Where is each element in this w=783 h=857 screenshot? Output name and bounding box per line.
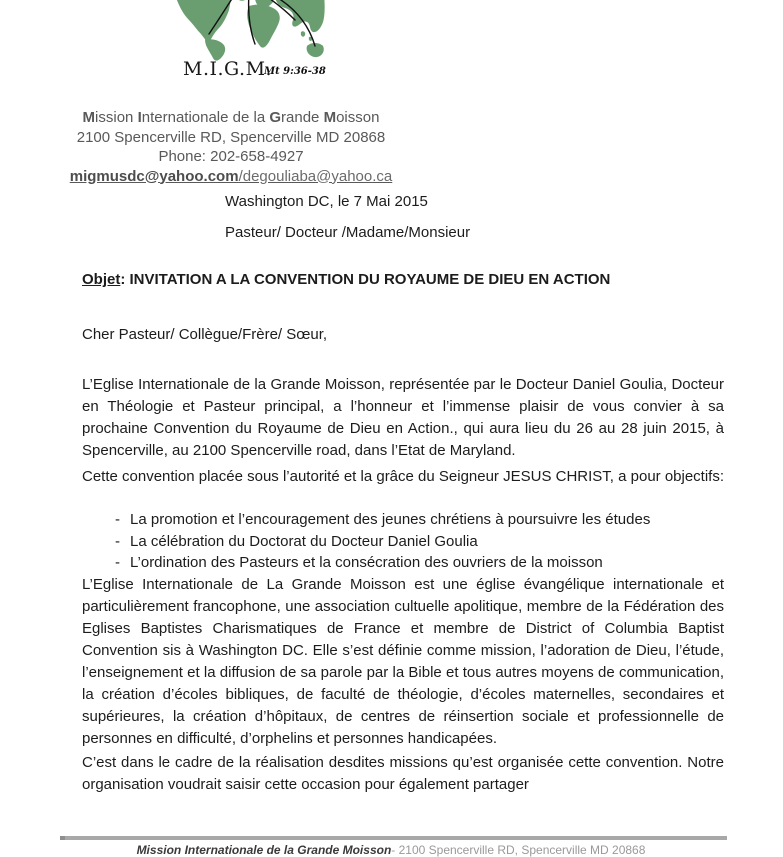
objectives-list	[82, 509, 724, 574]
footer-divider	[60, 836, 727, 840]
bullet-dash: -	[115, 532, 120, 550]
email-link-secondary[interactable]: /degouliaba@yahoo.ca	[238, 167, 393, 185]
recipients-line: Pasteur/ Docteur /Madame/Monsieur	[225, 224, 471, 241]
letterhead-contact-block	[50, 108, 412, 186]
list-item	[82, 531, 724, 553]
salutation: Cher Pasteur/ Collègue/Frère/ Sœur,	[82, 326, 328, 343]
paragraph-objectives-intro: Cette convention placée sous l’autorité et la grâce du Seigneur JESUS CHRIST, a pour objectifs:	[82, 468, 725, 485]
paragraph-invitation: L’Eglise Internationale de la Grande Moisson, représentée par le Docteur Daniel Goulia, Docteur en Théologie et Pasteur principal, a l’honneur et l’immense plaisir de vous convier à sa prochaine Convention du Royaume de Dieu en Action., qui aura lieu du 26 au 28 juin 2015, à Spencerville, au 2100 Spencerville road, dans l’Etat de Maryland.	[82, 376, 724, 459]
email-link-primary[interactable]: migmusdc@yahoo.com	[69, 167, 239, 185]
footer-org-name: Mission Internationale de la Grande Moisson	[136, 843, 392, 857]
paragraph-church-description: L’Eglise Internationale de La Grande Moisson est une église évangélique internationale et particulièrement francophone, une association cultuelle apolitique, membre de la Fédération des Eglises Baptistes Charismatiques de France et membre de District of Columbia Baptist Convention sis à Washington DC. Elle s’est définie comme mission, l’adoration de Dieu, l’étude, l’enseignement et la diffusion de sa parole par la Bible et tous autres moyens de communication, la création d’écoles bibliques, de faculté de théologie, d’écoles maternelles, secondaires et supérieures, la création d’hôpitaux, de centres de réinsertion sociale et professionnelle de personnes en difficulté, d’orphelins et personnes handicapées.	[82, 576, 724, 747]
subject-line	[82, 271, 610, 288]
logo-verse-reference: Mt 9:36-38	[264, 66, 326, 77]
list-item	[82, 509, 724, 531]
bullet-dash: -	[115, 511, 120, 528]
org-address: 2100 Spencerville RD, Spencerville MD 20868	[76, 128, 386, 146]
list-item	[82, 552, 724, 574]
subject-label: Objet	[82, 271, 121, 288]
org-phone: Phone: 202-658-4927	[158, 148, 304, 165]
footer-text	[60, 843, 722, 857]
logo-acronym: M.I.G.M.	[183, 58, 273, 80]
list-item-text: La célébration du Doctorat du Docteur Daniel Goulia	[130, 532, 478, 550]
bullet-dash: -	[115, 554, 120, 571]
world-map-icon	[175, 0, 325, 62]
dateline: Washington DC, le 7 Mai 2015	[225, 193, 428, 210]
org-name: Mission Internationale de la Grande Moisson	[82, 109, 380, 126]
world-map-logo	[175, 0, 325, 62]
org-emails	[50, 167, 412, 187]
list-item-text: L’ordination des Pasteurs et la consécration des ouvriers de la moisson	[130, 554, 603, 571]
list-item-text: La promotion et l’encouragement des jeunes chrétiens à poursuivre les études	[130, 511, 651, 528]
footer-address: - 2100 Spencerville RD, Spencerville MD 20868	[391, 843, 646, 857]
paragraph-closing: C’est dans le cadre de la réalisation desdites missions qu’est organisée cette convention. Notre organisation voudrait saisir cette occasion pour également partager	[82, 754, 724, 793]
subject-text: : INVITATION A LA CONVENTION DU ROYAUME DE DIEU EN ACTION	[120, 271, 611, 288]
